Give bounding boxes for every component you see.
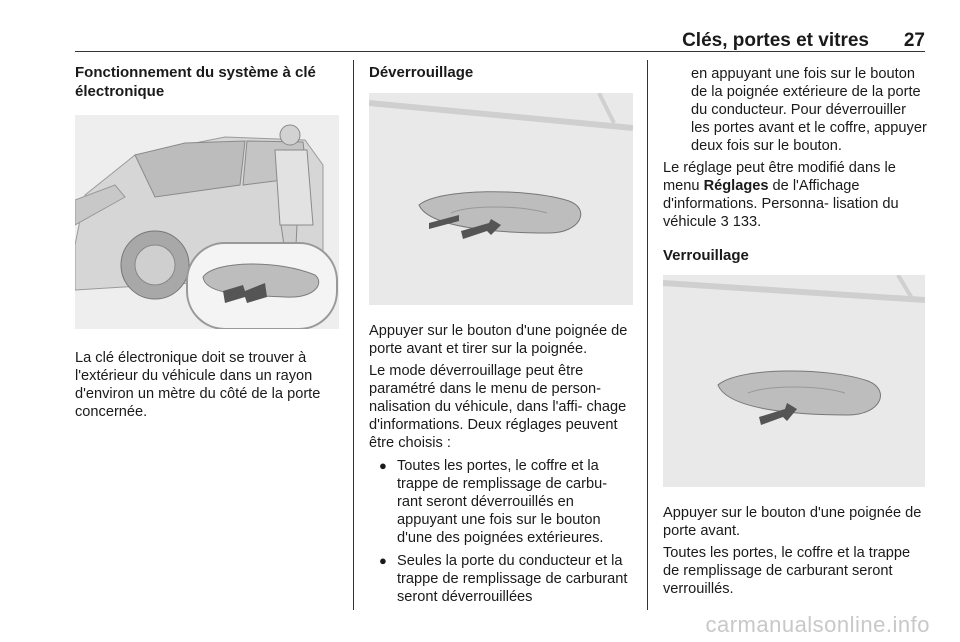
settings-menu-name: Réglages <box>703 178 769 194</box>
unlocking-heading: Déverrouillage <box>369 64 474 81</box>
bullet-item-1 <box>369 457 633 547</box>
bullet-dot: ● <box>379 553 387 568</box>
column-3 <box>663 63 928 602</box>
column-2 <box>369 63 633 611</box>
bullet-text-2: Seules la porte du conducteur et la trappe de remplissage de carburant seront déverrouillées <box>397 553 628 605</box>
page-ref: 133. <box>732 214 762 230</box>
lock-handle-illustration <box>663 275 925 487</box>
unlock-handle-illustration <box>369 93 633 305</box>
bullet-item-2 <box>369 552 633 606</box>
column-1 <box>75 63 343 425</box>
page-number: 27 <box>903 30 925 51</box>
settings-paragraph <box>663 159 928 231</box>
watermark: carmanualsonline.info <box>705 612 930 637</box>
unlock-para-2: Le mode déverrouillage peut être paramétré dans le menu de person- nalisation du véhicule, dans l'affi- chage d'informations. Deux réglages peuvent être choisis : <box>369 363 627 451</box>
settings-text-a: Le réglage peut être modifié dans le menu <box>663 160 896 194</box>
page-header <box>75 24 925 52</box>
column-divider-2 <box>647 60 648 610</box>
unlock-para-1: Appuyer sur le bouton d'une poignée de porte avant et tirer sur la poignée. <box>369 323 628 357</box>
header-divider <box>75 51 925 52</box>
page-ref-icon: 3 <box>720 214 729 230</box>
settings-text-b: de l'Affichage d'informations. Personna- lisation du véhicule <box>663 178 899 230</box>
lock-para-1: Appuyer sur le bouton d'une poignée de porte avant. <box>663 505 922 539</box>
bullet-2-continuation: en appuyant une fois sur le bouton de la poignée extérieure de la porte du conducteur. Pour déverrouiller les portes avant et le coffre, appuyer deux fois sur le bouton. <box>691 66 927 154</box>
bullet-text-1: Toutes les portes, le coffre et la trappe de remplissage de carbu- rant seront déverrouillés en appuyant une fois sur le bouton d'une des poignées extérieures. <box>397 458 608 546</box>
column-divider-1 <box>353 60 354 610</box>
lock-para-2: Toutes les portes, le coffre et la trappe de remplissage de carburant seront verrouillés. <box>663 545 911 597</box>
car-illustration <box>75 115 339 329</box>
section-title: Clés, portes et vitres <box>682 30 869 51</box>
bullet-dot: ● <box>379 458 387 473</box>
keyless-heading: Fonctionnement du système à clé électronique <box>75 64 316 100</box>
locking-heading: Verrouillage <box>663 247 749 264</box>
keyless-paragraph: La clé électronique doit se trouver à l'extérieur du véhicule dans un rayon d'environ un mètre du côté de la porte concernée. <box>75 350 321 420</box>
